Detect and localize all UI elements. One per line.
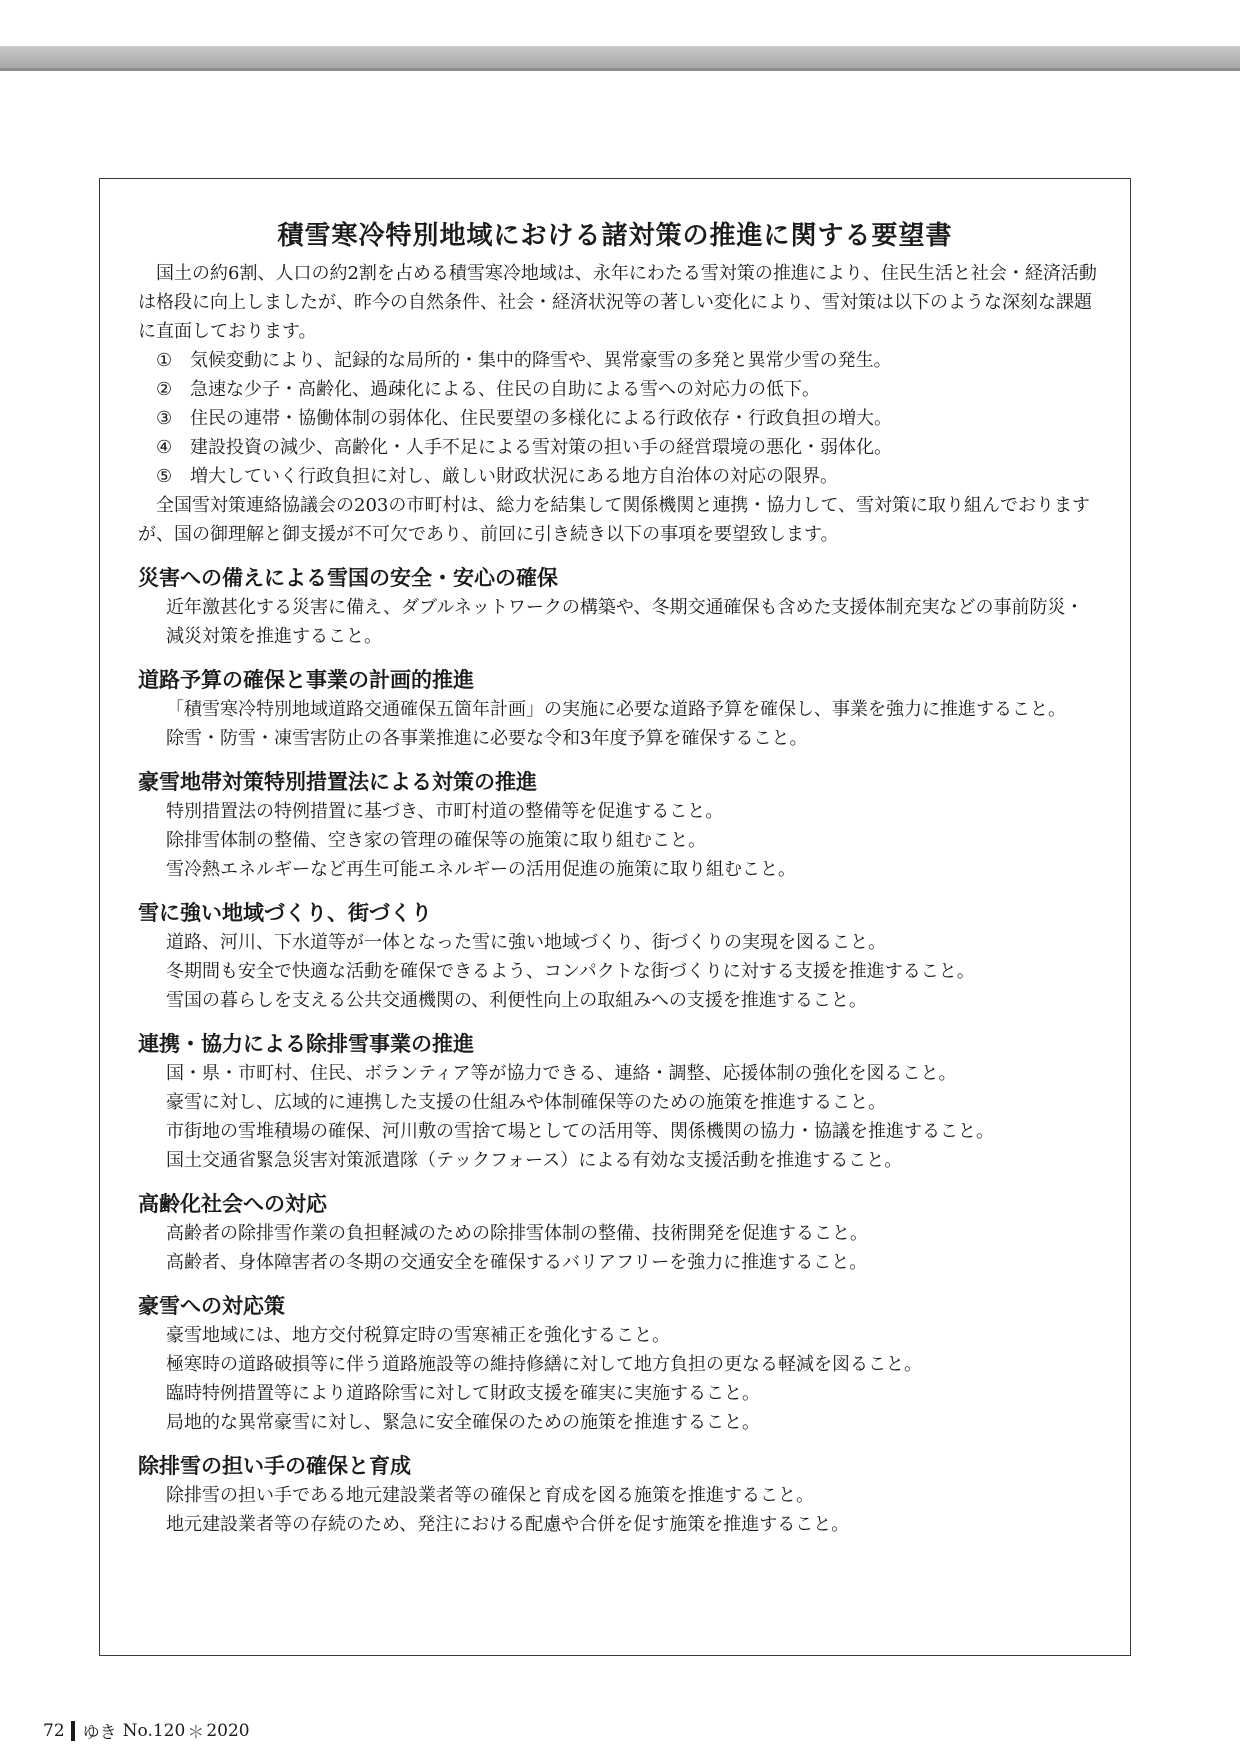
footer-divider	[71, 1721, 75, 1741]
page-number: 72	[43, 1720, 65, 1741]
section-title: 雪に強い地域づくり、街づくり	[138, 901, 432, 925]
intro-paragraph: 国土の約6割、人口の約2割を占める積雪寒冷地域は、永年にわたる雪対策の推進により、住民生活と社会・経済活動は格段に向上しましたが、昨今の自然条件、社会・経済状況等の著しい変化により、雪対策は以下のような深刻な課題に直面しております。	[138, 263, 1097, 342]
issue-number: ⑤	[156, 466, 173, 487]
issue-number: ④	[156, 437, 173, 458]
issue-text: 住民の連帯・協働体制の弱体化、住民要望の多様化による行政依存・行政負担の増大。	[190, 408, 892, 429]
issue-item	[138, 462, 1100, 491]
issue-item	[138, 404, 1100, 433]
document-frame	[99, 178, 1131, 1656]
section-item: 豪雪地域には、地方交付税算定時の雪寒補正を強化すること。	[166, 1325, 670, 1346]
issue-text: 増大していく行政負担に対し、厳しい財政状況にある地方自治体の対応の限界。	[190, 466, 838, 487]
issue-number: No.120	[122, 1720, 186, 1741]
document-body	[138, 259, 1100, 1539]
issue-text: 建設投資の減少、高齢化・人手不足による雪対策の担い手の経営環境の悪化・弱体化。	[190, 437, 892, 458]
footer-star-icon: ＊	[187, 1723, 205, 1743]
issue-list	[138, 346, 1100, 491]
section-item: 国・県・市町村、住民、ボランティア等が協力できる、連絡・調整、応援体制の強化を図ること。	[166, 1063, 957, 1084]
magazine-name: ゆき	[82, 1723, 117, 1743]
issue-item	[138, 346, 1100, 375]
issue-item	[138, 375, 1100, 404]
request-section	[138, 1291, 1100, 1437]
request-section	[138, 665, 1100, 753]
section-item: 局地的な異常豪雪に対し、緊急に安全確保のための施策を推進すること。	[166, 1412, 760, 1433]
issue-number: ①	[156, 350, 173, 371]
request-section	[138, 563, 1100, 651]
section-item: 雪冷熱エネルギーなど再生可能エネルギーの活用促進の施策に取り組むこと。	[166, 859, 796, 880]
request-section	[138, 1029, 1100, 1175]
section-item: 除排雪の担い手である地元建設業者等の確保と育成を図る施策を推進すること。	[166, 1485, 814, 1506]
section-item: 道路、河川、下水道等が一体となった雪に強い地域づくり、街づくりの実現を図ること。	[166, 932, 886, 953]
section-item: 地元建設業者等の存続のため、発注における配慮や合併を促す施策を推進すること。	[166, 1514, 850, 1535]
page-footer	[43, 1718, 250, 1743]
issue-year: 2020	[206, 1720, 250, 1741]
request-section	[138, 1451, 1100, 1539]
section-title: 災害への備えによる雪国の安全・安心の確保	[138, 566, 558, 590]
section-item: 「積雪寒冷特別地域道路交通確保五箇年計画」の実施に必要な道路予算を確保し、事業を強力に推進すること。	[166, 699, 1066, 720]
section-title: 高齢化社会への対応	[138, 1192, 327, 1216]
section-item: 除排雪体制の整備、空き家の管理の確保等の施策に取り組むこと。	[166, 830, 706, 851]
section-title: 豪雪地帯対策特別措置法による対策の推進	[138, 770, 537, 794]
section-item: 除雪・防雪・凍雪害防止の各事業推進に必要な令和3年度予算を確保すること。	[166, 728, 808, 749]
closing-paragraph: 全国雪対策連絡協議会の203の市町村は、総力を結集して関係機関と連携・協力して、雪対策に取り組んでおりますが、国の御理解と御支援が不可欠であり、前回に引き続き以下の事項を要望致します。	[138, 495, 1090, 545]
section-item: 臨時特例措置等により道路除雪に対して財政支援を確実に実施すること。	[166, 1383, 760, 1404]
header-band	[0, 46, 1240, 68]
section-item: 近年激甚化する災害に備え、ダブルネットワークの構築や、冬期交通確保も含めた支援体制充実などの事前防災・減災対策を推進すること。	[166, 597, 1084, 647]
section-item: 高齢者の除排雪作業の負担軽減のための除排雪体制の整備、技術開発を促進すること。	[166, 1223, 868, 1244]
section-title: 連携・協力による除排雪事業の推進	[138, 1032, 474, 1056]
issue-text: 気候変動により、記録的な局所的・集中的降雪や、異常豪雪の多発と異常少雪の発生。	[190, 350, 892, 371]
section-title: 豪雪への対応策	[138, 1294, 285, 1318]
request-section	[138, 1189, 1100, 1277]
issue-number: ③	[156, 408, 173, 429]
issue-number: ②	[156, 379, 173, 400]
section-item: 雪国の暮らしを支える公共交通機関の、利便性向上の取組みへの支援を推進すること。	[166, 990, 867, 1011]
request-sections	[138, 563, 1100, 1539]
request-section	[138, 767, 1100, 884]
issue-text: 急速な少子・高齢化、過疎化による、住民の自助による雪への対応力の低下。	[190, 379, 820, 400]
section-item: 特別措置法の特例措置に基づき、市町村道の整備等を促進すること。	[166, 801, 724, 822]
section-title: 除排雪の担い手の確保と育成	[138, 1454, 411, 1478]
request-section	[138, 898, 1100, 1015]
section-title: 道路予算の確保と事業の計画的推進	[138, 668, 474, 692]
section-item: 極寒時の道路破損等に伴う道路施設等の維持修繕に対して地方負担の更なる軽減を図ること。	[166, 1354, 922, 1375]
section-item: 豪雪に対し、広域的に連携した支援の仕組みや体制確保等のための施策を推進すること。	[166, 1092, 886, 1113]
section-item: 国土交通省緊急災害対策派遣隊（テックフォース）による有効な支援活動を推進すること。	[166, 1150, 903, 1171]
issue-item	[138, 433, 1100, 462]
section-item: 高齢者、身体障害者の冬期の交通安全を確保するバリアフリーを強力に推進すること。	[166, 1252, 868, 1273]
section-item: 市街地の雪堆積場の確保、河川敷の雪捨て場としての活用等、関係機関の協力・協議を推進すること。	[166, 1121, 994, 1142]
section-item: 冬期間も安全で快適な活動を確保できるよう、コンパクトな街づくりに対する支援を推進すること。	[166, 961, 975, 982]
document-title: 積雪寒冷特別地域における諸対策の推進に関する要望書	[277, 221, 953, 251]
